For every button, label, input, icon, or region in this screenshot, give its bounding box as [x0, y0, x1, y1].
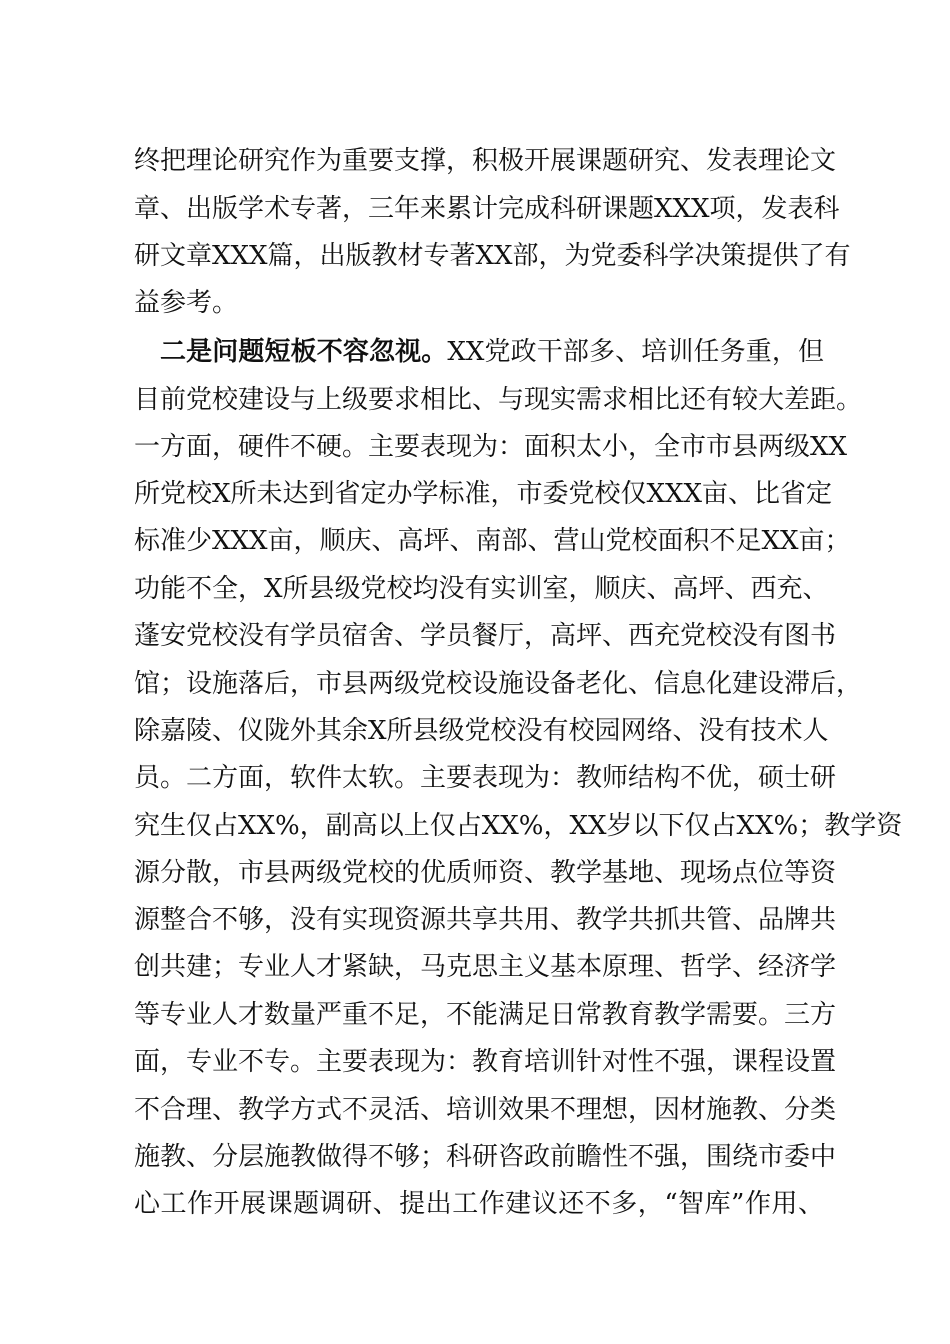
paragraph-line: 创共建；专业人才紧缺，马克思主义基本原理、哲学、经济学: [134, 952, 837, 982]
paragraph-lead-heading: 二是问题短板不容忽视。: [160, 337, 448, 367]
paragraph-line: 源分散，市县两级党校的优质师资、教学基地、现场点位等资: [134, 858, 837, 888]
paragraph-line: 员。二方面，软件太软。主要表现为：教师结构不优，硕士研: [134, 763, 837, 793]
paragraph-line: 一方面，硬件不硬。主要表现为：面积太小，全市市县两级XX: [134, 432, 848, 462]
paragraph-line: 所党校X所未达到省定办学标准，市委党校仅XXX亩、比省定: [134, 479, 833, 509]
paragraph-line: 章、出版学术专著，三年来累计完成科研课题XXX项，发表科: [134, 194, 840, 224]
paragraph-line: 除嘉陵、仪陇外其余X所县级党校没有校园网络、没有技术人: [134, 716, 829, 746]
paragraph-line: 施教、分层施教做得不够；科研咨政前瞻性不强，围绕市委中: [134, 1142, 837, 1172]
paragraph-line-text: XX党政干部多、培训任务重，但: [447, 337, 824, 367]
paragraph-line: 究生仅占XX%，副高以上仅占XX%，XX岁以下仅占XX%；教学资: [134, 811, 903, 841]
paragraph-line: 不合理、教学方式不灵活、培训效果不理想，因材施教、分类: [134, 1095, 837, 1125]
paragraph-line: 源整合不够，没有实现资源共享共用、教学共抓共管、品牌共: [134, 905, 837, 935]
paragraph-line: 蓬安党校没有学员宿舍、学员餐厅，高坪、西充党校没有图书: [134, 621, 837, 651]
paragraph-line: 馆；设施落后，市县两级党校设施设备老化、信息化建设滞后，: [134, 669, 863, 699]
paragraph-line: 终把理论研究作为重要支撑，积极开展课题研究、发表理论文: [134, 146, 837, 176]
paragraph-first-line: [160, 332, 824, 372]
paragraph-line: 益参考。: [134, 288, 239, 318]
paragraph-line: 心工作开展课题调研、提出工作建议还不多，“智库”作用、: [134, 1189, 824, 1219]
paragraph-line: 目前党校建设与上级要求相比、与现实需求相比还有较大差距。: [134, 385, 863, 415]
paragraph-line: 研文章XXX篇，出版教材专著XX部，为党委科学决策提供了有: [134, 241, 851, 271]
paragraph-line: 等专业人才数量严重不足，不能满足日常教育教学需要。三方: [134, 1000, 837, 1030]
paragraph-line: 面，专业不专。主要表现为：教育培训针对性不强，课程设置: [134, 1047, 837, 1077]
paragraph-line: 功能不全，X所县级党校均没有实训室，顺庆、高坪、西充、: [134, 574, 829, 604]
paragraph-line: 标准少XXX亩，顺庆、高坪、南部、营山党校面积不足XX亩；: [134, 526, 851, 556]
